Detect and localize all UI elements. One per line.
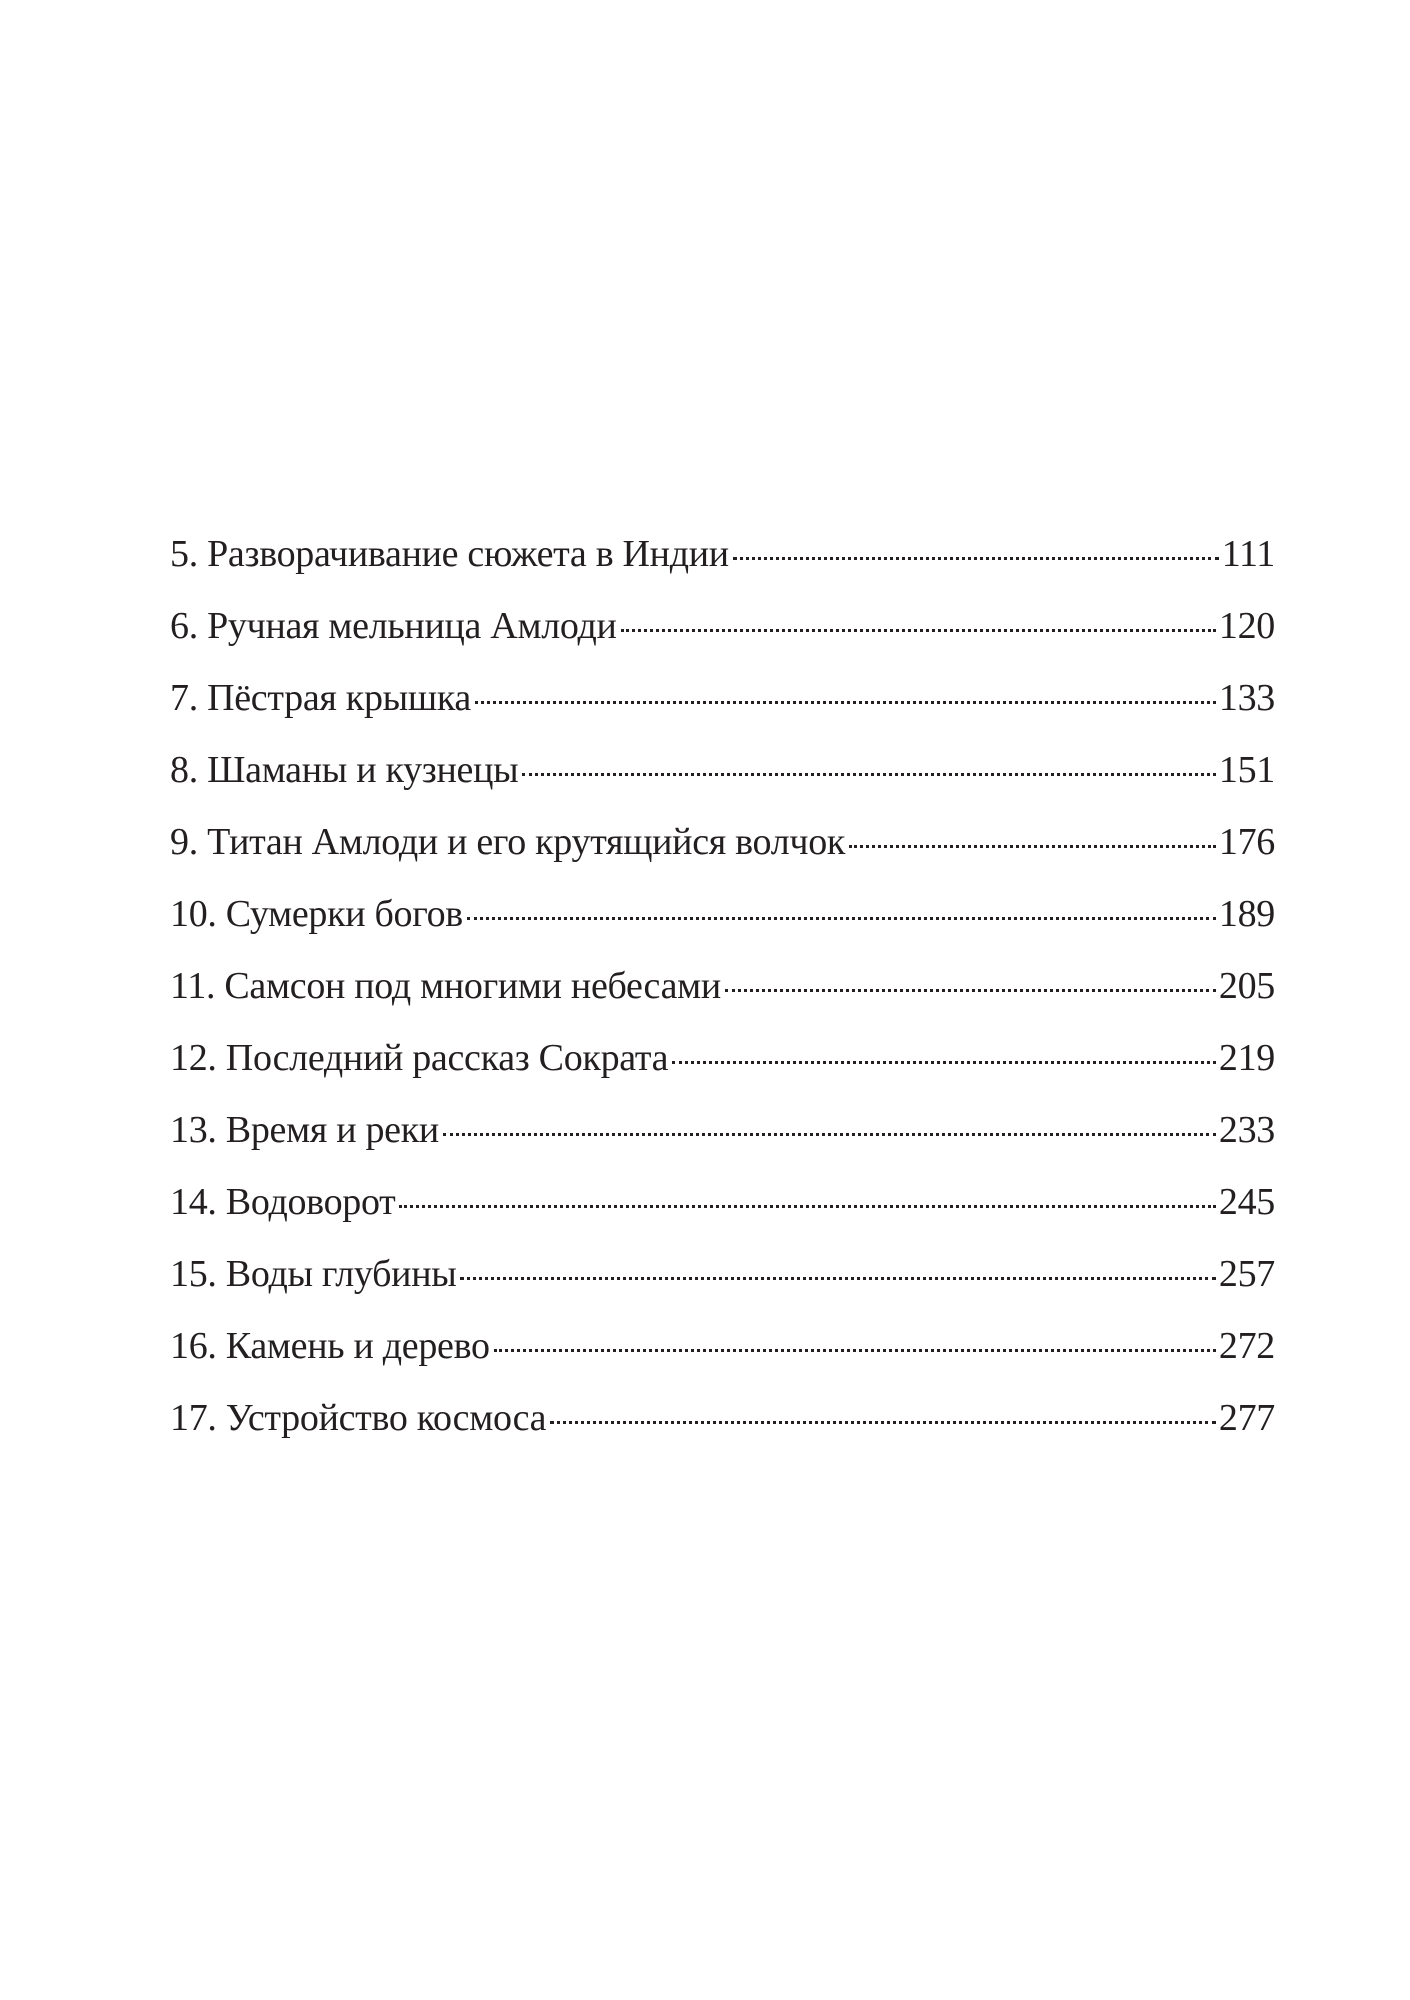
toc-entry-title: 8. Шаманы и кузнецы (170, 749, 519, 791)
toc-entry-page: 233 (1218, 1109, 1275, 1151)
toc-entry-page: 189 (1218, 893, 1275, 935)
toc-entry-title: 15. Воды глубины (170, 1253, 457, 1295)
toc-entry (170, 950, 1275, 1022)
toc-entry-page: 176 (1218, 821, 1275, 863)
toc-entry (170, 1094, 1275, 1166)
toc-entry (170, 1238, 1275, 1310)
dot-leader (494, 1349, 1216, 1352)
toc-entry-title: 9. Титан Амлоди и его крутящийся волчок (170, 821, 846, 863)
toc-entry-page: 205 (1218, 965, 1275, 1007)
dot-leader (399, 1205, 1215, 1208)
toc-entry-page: 245 (1218, 1181, 1275, 1223)
dot-leader (522, 773, 1216, 776)
toc-entry (170, 734, 1275, 806)
toc-entry (170, 662, 1275, 734)
toc-entry-page: 111 (1221, 533, 1275, 575)
toc-entry-title: 12. Последний рассказ Сократа (170, 1037, 669, 1079)
toc-entry (170, 1310, 1275, 1382)
toc-entry-title: 11. Самсон под многими небесами (170, 965, 721, 1007)
toc-entry-page: 257 (1218, 1253, 1275, 1295)
toc-entry (170, 518, 1275, 590)
dot-leader (550, 1421, 1216, 1424)
toc-entry-page: 277 (1218, 1397, 1275, 1439)
toc-entry-page: 219 (1218, 1037, 1275, 1079)
dot-leader (467, 917, 1216, 920)
toc-entry-title: 17. Устройство космоса (170, 1397, 547, 1439)
toc-entry-title: 5. Разворачивание сюжета в Индии (170, 533, 729, 575)
dot-leader (475, 701, 1216, 704)
toc-entry (170, 806, 1275, 878)
dot-leader (443, 1133, 1216, 1136)
toc-entry-title: 6. Ручная мельница Амлоди (170, 605, 617, 647)
toc-entry-title: 16. Камень и дерево (170, 1325, 490, 1367)
toc-entry (170, 878, 1275, 950)
toc-entry-page: 151 (1218, 749, 1275, 791)
toc-entry-title: 13. Время и реки (170, 1109, 439, 1151)
dot-leader (725, 989, 1216, 992)
dot-leader (733, 557, 1219, 560)
toc-entry (170, 1166, 1275, 1238)
dot-leader (621, 629, 1216, 632)
toc-entry (170, 590, 1275, 662)
toc-entry (170, 1022, 1275, 1094)
table-of-contents (170, 518, 1275, 1454)
toc-entry (170, 1382, 1275, 1454)
dot-leader (849, 845, 1216, 848)
toc-entry-title: 7. Пёстрая крышка (170, 677, 471, 719)
toc-entry-title: 10. Сумерки богов (170, 893, 463, 935)
toc-entry-title: 14. Водоворот (170, 1181, 396, 1223)
toc-entry-page: 133 (1218, 677, 1275, 719)
dot-leader (672, 1061, 1216, 1064)
toc-entry-page: 272 (1218, 1325, 1275, 1367)
dot-leader (460, 1277, 1215, 1280)
toc-entry-page: 120 (1218, 605, 1275, 647)
